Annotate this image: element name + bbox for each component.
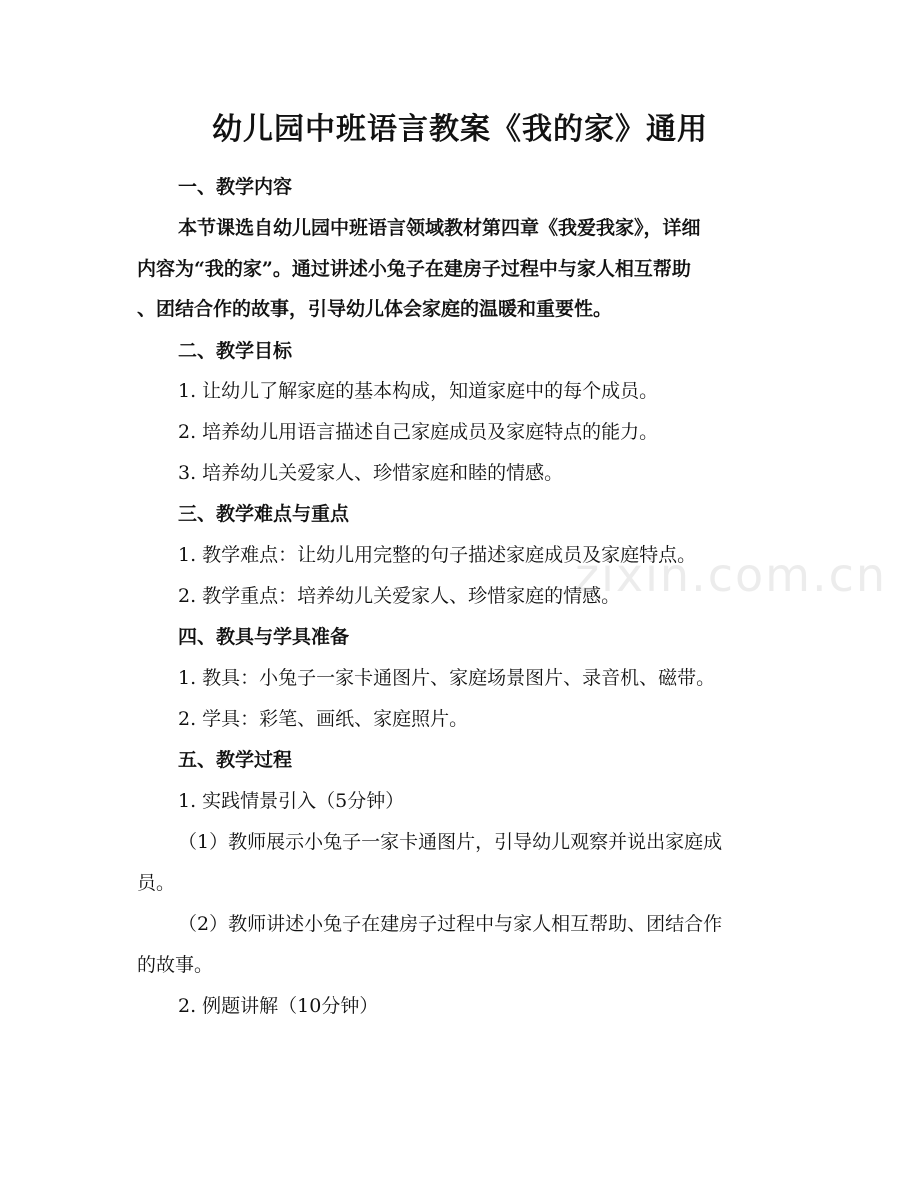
objective-item-2: 2. 培养幼儿用语言描述自己家庭成员及家庭特点的能力。 [178, 421, 659, 443]
material-item-1: 1. 教具：小兔子一家卡通图片、家庭场景图片、录音机、磁带。 [178, 667, 716, 689]
process-substep-1-line-2: 员。 [137, 872, 176, 894]
document-title: 幼儿园中班语言教案《我的家》通用 [212, 112, 708, 147]
key-point-item-2: 2. 教学重点：培养幼儿关爱家人、珍惜家庭的情感。 [178, 585, 621, 607]
section-heading-objectives: 二、教学目标 [178, 340, 293, 362]
process-substep-2-line-2: 的故事。 [137, 954, 214, 976]
process-step-2: 2. 例题讲解（10分钟） [178, 995, 379, 1017]
process-substep-1-line-1: （1）教师展示小兔子一家卡通图片，引导幼儿观察并说出家庭成 [178, 831, 723, 853]
objective-item-1: 1. 让幼儿了解家庭的基本构成，知道家庭中的每个成员。 [178, 380, 659, 402]
content-paragraph-line-3: 、团结合作的故事，引导幼儿体会家庭的温暖和重要性。 [137, 298, 613, 320]
section-heading-process: 五、教学过程 [178, 749, 293, 771]
material-item-2: 2. 学具：彩笔、画纸、家庭照片。 [178, 708, 469, 730]
process-step-1: 1. 实践情景引入（5分钟） [178, 790, 405, 812]
content-paragraph-line-1: 本节课选自幼儿园中班语言领域教材第四章《我爱我家》，详细 [178, 217, 701, 239]
key-point-item-1: 1. 教学难点：让幼儿用完整的句子描述家庭成员及家庭特点。 [178, 544, 697, 566]
process-substep-2-line-1: （2）教师讲述小兔子在建房子过程中与家人相互帮助、团结合作 [178, 913, 723, 935]
section-heading-materials: 四、教具与学具准备 [178, 626, 350, 648]
watermark-text: zixin.com.cn [575, 548, 888, 602]
section-heading-content: 一、教学内容 [178, 176, 293, 198]
objective-item-3: 3. 培养幼儿关爱家人、珍惜家庭和睦的情感。 [178, 462, 564, 484]
content-paragraph-line-2: 内容为“我的家”。通过讲述小兔子在建房子过程中与家人相互帮助 [137, 258, 691, 280]
section-heading-key-points: 三、教学难点与重点 [178, 503, 350, 525]
